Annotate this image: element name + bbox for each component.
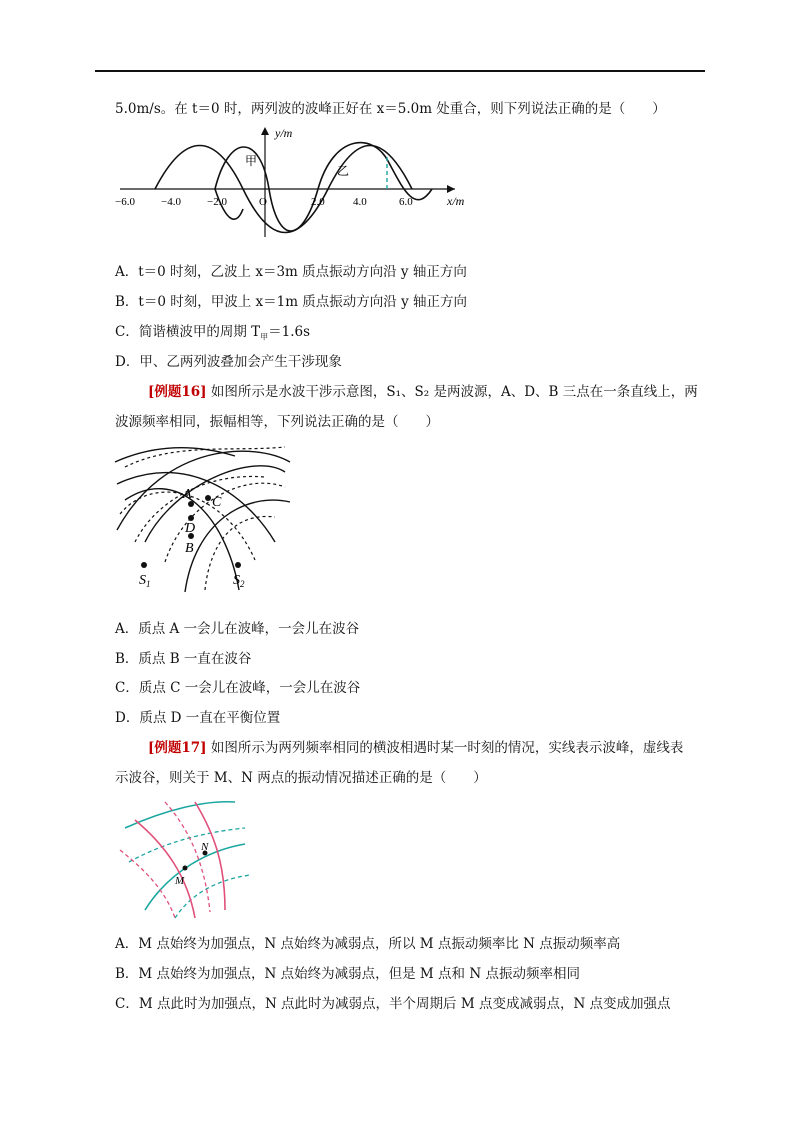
q16-option-a: A．质点 A 一会儿在波峰，一会儿在波谷 [115,621,360,637]
q16-option-c: C．质点 C 一会儿在波峰，一会儿在波谷 [115,680,361,696]
q17-option-c: C．M 点此时为加强点，N 点此时为减弱点，半个周期后 M 点变成减弱点，N 点变成加强点 [115,996,671,1012]
x-axis-label: x/m [447,194,465,208]
wave-label-yi: 乙 [337,164,350,178]
q17-stem-text: 如图所示为两列频率相同的横波相遇时某一时刻的情况，实线表示波峰，虚线表 [206,740,684,756]
point-label-m: M [175,875,185,887]
wave-label-jia: 甲 [245,154,258,168]
q17-option-b: B．M 点始终为加强点，N 点始终为减弱点，但是 M 点和 N 点振动频率相同 [115,966,580,982]
q15-option-c-tail: ＝1.6s [268,324,311,340]
origin-label: O [259,196,267,208]
q15-option-c-sub: 甲 [260,332,269,342]
tick-label: 4.0 [353,196,367,208]
source-label-s1: $S_1$ [139,573,151,589]
q17-tag: [例题17] [148,740,207,756]
tick-label: 6.0 [399,196,413,208]
q15-stem: 5.0m/s。在 t＝0 时，两列波的波峰正好在 x＝5.0m 处重合，则下列说法正确的是（ ） [115,101,666,117]
q15-option-c [115,322,310,348]
q16-option-b: B．质点 B 一直在波谷 [115,651,252,667]
y-axis-label: y/m [275,126,293,140]
tick-label: −4.0 [161,196,181,208]
q15-option-d: D．甲、乙两列波叠加会产生干涉现象 [115,354,342,370]
point-label-c: C [212,495,222,510]
q16-tag: [例题16] [148,384,207,400]
point-label-b: B [185,541,194,556]
q16-stem-2: 波源频率相同，振幅相等，下列说法正确的是（ ） [115,414,439,430]
tick-label: −6.0 [115,196,135,208]
tick-label: −2.0 [207,196,227,208]
tick-label: 2.0 [311,196,325,208]
q17-option-a: A．M 点始终为加强点，N 点始终为减弱点，所以 M 点振动频率比 N 点振动频率高 [115,936,621,952]
point-label-n: N [201,841,209,853]
q15-option-b: B．t＝0 时刻，甲波上 x＝1m 质点振动方向沿 y 轴正方向 [115,294,468,310]
point-label-d: D [185,521,196,536]
q15-option-c-text: C．简谐横波甲的周期 T [115,324,261,340]
wave-graph [115,125,475,245]
q15-option-a: A．t＝0 时刻，乙波上 x＝3m 质点振动方向沿 y 轴正方向 [115,264,467,280]
q17-stem-1 [148,738,683,758]
source-label-s2: $S_2$ [233,573,245,589]
wave-crest-figure [115,800,255,920]
q16-option-d: D．质点 D 一直在平衡位置 [115,710,281,726]
interference-figure [115,442,290,592]
point-label-a: A [183,487,192,502]
header-rule [95,70,705,72]
q16-stem-1 [148,382,698,402]
q16-stem-text: 如图所示是水波干涉示意图，S₁、S₂ 是两波源，A、D、B 三点在一条直线上，两 [206,384,698,400]
q17-stem-2: 示波谷，则关于 M、N 两点的振动情况描述正确的是（ ） [115,770,487,786]
